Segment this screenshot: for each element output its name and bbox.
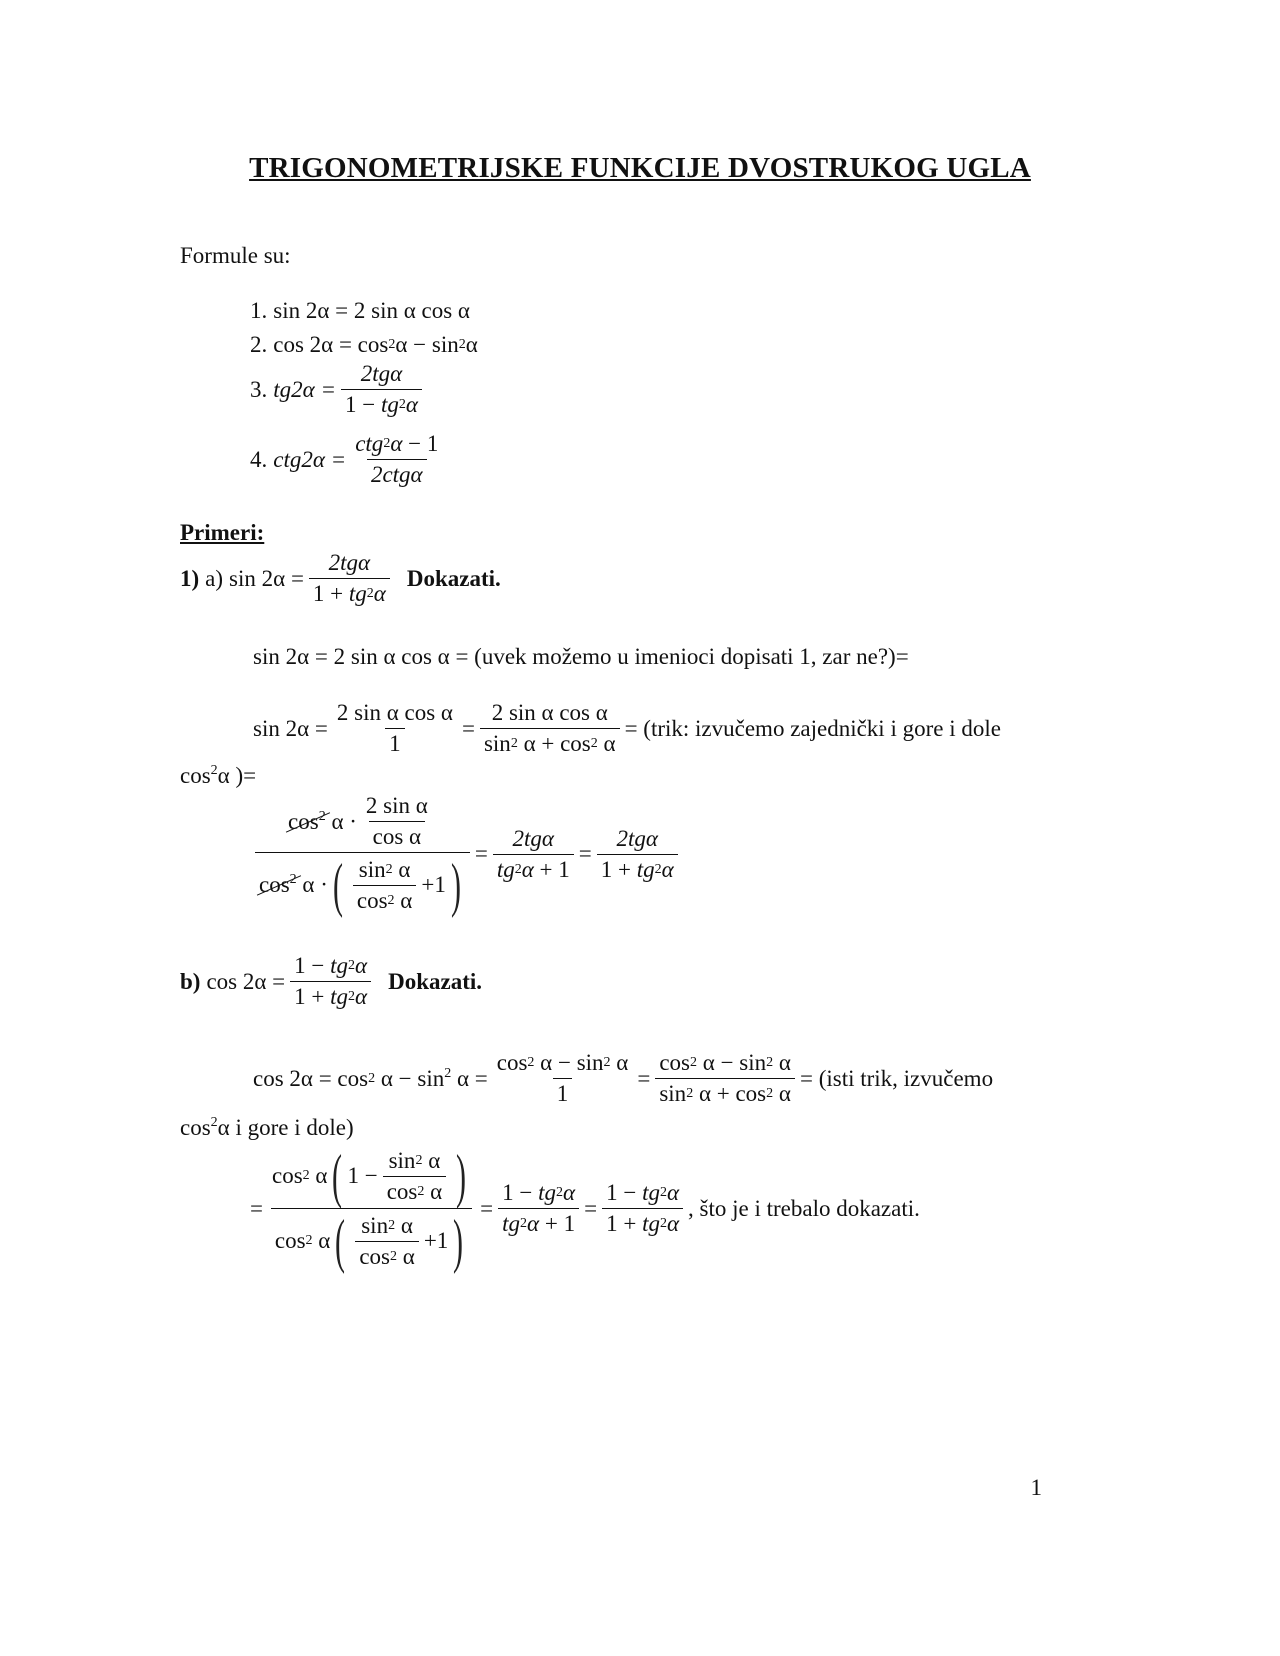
example-2-instruction: Dokazati.: [388, 968, 483, 994]
example-2-big-fraction: cos 2 α ( 1 − sin 2 α cos 2 α ) cos 2 α ( sin 2 α cos 2 α +1 ): [268, 1146, 475, 1271]
section-title: Primeri:: [180, 520, 265, 545]
example-2-conclusion: , što je i trebalo dokazati.: [688, 1195, 920, 1221]
example-2-lhs: cos 2α =: [206, 968, 286, 994]
example-2-line-2-tail: α i gore i dole): [217, 1115, 354, 1140]
formula-4: [250, 431, 447, 488]
page-number: 1: [1030, 1475, 1042, 1500]
example-2-derivation: = cos 2 α ( 1 − sin 2 α cos 2 α ) cos 2 α ( sin 2 α cos 2 α +1 ) = 1 − tg 2 α tg 2 α + 1 = 1 − tg 2 α 1 + tg 2 α , što je i trebalo dokazati.: [250, 1143, 920, 1274]
example-1-line-3-tail: α )=: [217, 763, 257, 788]
example-1a-statement: [180, 550, 501, 607]
example-1-line-2-note: (trik: izvučemo zajednički i gore i dole: [643, 715, 1001, 741]
example-1-line-3: $\cos^2$ α )=: [180, 763, 257, 788]
example-1-derivation: $\cos^2$ α · $\frac{\text{2 sin α}}{\text{cos α}}$ $\cos^2$ α · ( sin 2 α cos 2 α +1 ) = 2tgα tg 2 α + 1 = 2tgα 1 + tg 2 α: [250, 793, 683, 915]
example-2-line-1-fraction-1: cos 2 α − sin 2 α 1: [496, 1050, 629, 1106]
example-1b-statement: [180, 953, 482, 1010]
formula-3-fraction: 2tgα 1 − tg 2 α: [341, 361, 422, 418]
example-2-line-1: cos 2α = cos 2 $\alpha - \sin^2 \alpha$ = cos 2 α − sin 2 α 1 = cos 2 α − sin 2 α sin 2 α + cos 2 α = (isti trik, izvučemo: [253, 1050, 994, 1106]
intro-text: Formule su:: [180, 243, 291, 268]
formula-2-number: 2.: [250, 332, 268, 357]
example-1-line-2-fraction-2: 2 sin α cos α sin 2 α + cos 2 α: [480, 700, 620, 757]
example-1-fraction-2: 2tgα tg 2 α + 1: [493, 826, 574, 883]
example-2-fraction: 1 − tg 2 α 1 + tg 2 α: [290, 953, 371, 1010]
example-2-fraction-2: 1 − tg 2 α tg 2 α + 1: [498, 1180, 579, 1237]
example-2-line-2: $\cos^2$ α i gore i dole): [180, 1115, 354, 1140]
formula-2-mid: α − sin: [395, 332, 459, 357]
formula-3-number: 3.: [250, 376, 268, 402]
example-2-label: b): [180, 968, 201, 994]
formula-4-fraction: ctg 2 α − 1 2ctgα: [355, 431, 439, 487]
example-1-fraction: 2tgα 1 + tg 2 α: [309, 550, 390, 607]
formula-4-lhs: ctg2α =: [273, 446, 347, 472]
formula-1-number: 1.: [250, 298, 268, 323]
formula-2-end: α: [465, 332, 478, 357]
formula-2-lhs: cos 2α = cos: [273, 332, 389, 357]
example-1-label: 1): [180, 565, 200, 591]
example-1-instruction: Dokazati.: [406, 565, 501, 591]
formula-3: [250, 361, 427, 418]
example-1-line-2-fraction-1: $\frac{\text{2 sin α cos α}}{1}$: [336, 700, 453, 756]
example-2-line-1-note: (isti trik, izvučemo: [818, 1065, 994, 1091]
formula-4-number: 4.: [250, 446, 268, 472]
formula-1-text: sin 2α = 2 sin α cos α: [273, 298, 470, 323]
example-2-line-1-lhs: cos 2α = cos: [253, 1065, 369, 1091]
example-2-line-1-fraction-2: cos 2 α − sin 2 α sin 2 α + cos 2 α: [655, 1050, 795, 1107]
example-1-part: a): [205, 565, 224, 591]
formula-2: 2. cos 2α = cos 2 α − sin 2 α: [250, 332, 478, 357]
example-1-lhs: sin 2α =: [229, 565, 304, 591]
example-1-fraction-3: 2tgα 1 + tg 2 α: [597, 826, 678, 883]
example-2-fraction-3: 1 − tg 2 α 1 + tg 2 α: [602, 1180, 683, 1237]
example-1-line-1: sin 2α = 2 sin α cos α = (uvek možemo u imenioci dopisati 1, zar ne?)=: [253, 644, 909, 669]
example-1-line-2: sin 2α = $\frac{\text{2 sin α cos α}}{1}$ = 2 sin α cos α sin 2 α + cos 2 α = (trik: izvučemo zajednički i gore i dole: [253, 700, 1001, 756]
example-1-line-2-lhs: sin 2α =: [253, 715, 328, 741]
formula-1: [250, 298, 470, 324]
formula-3-lhs: tg2α =: [273, 376, 336, 402]
page-title: TRIGONOMETRIJSKE FUNKCIJE DVOSTRUKOG UGLA: [249, 152, 1031, 184]
example-1-big-fraction: $\cos^2$ α · $\frac{\text{2 sin α}}{\text{cos α}}$ $\cos^2$ α · ( sin 2 α cos 2 α +1 ): [255, 793, 470, 915]
